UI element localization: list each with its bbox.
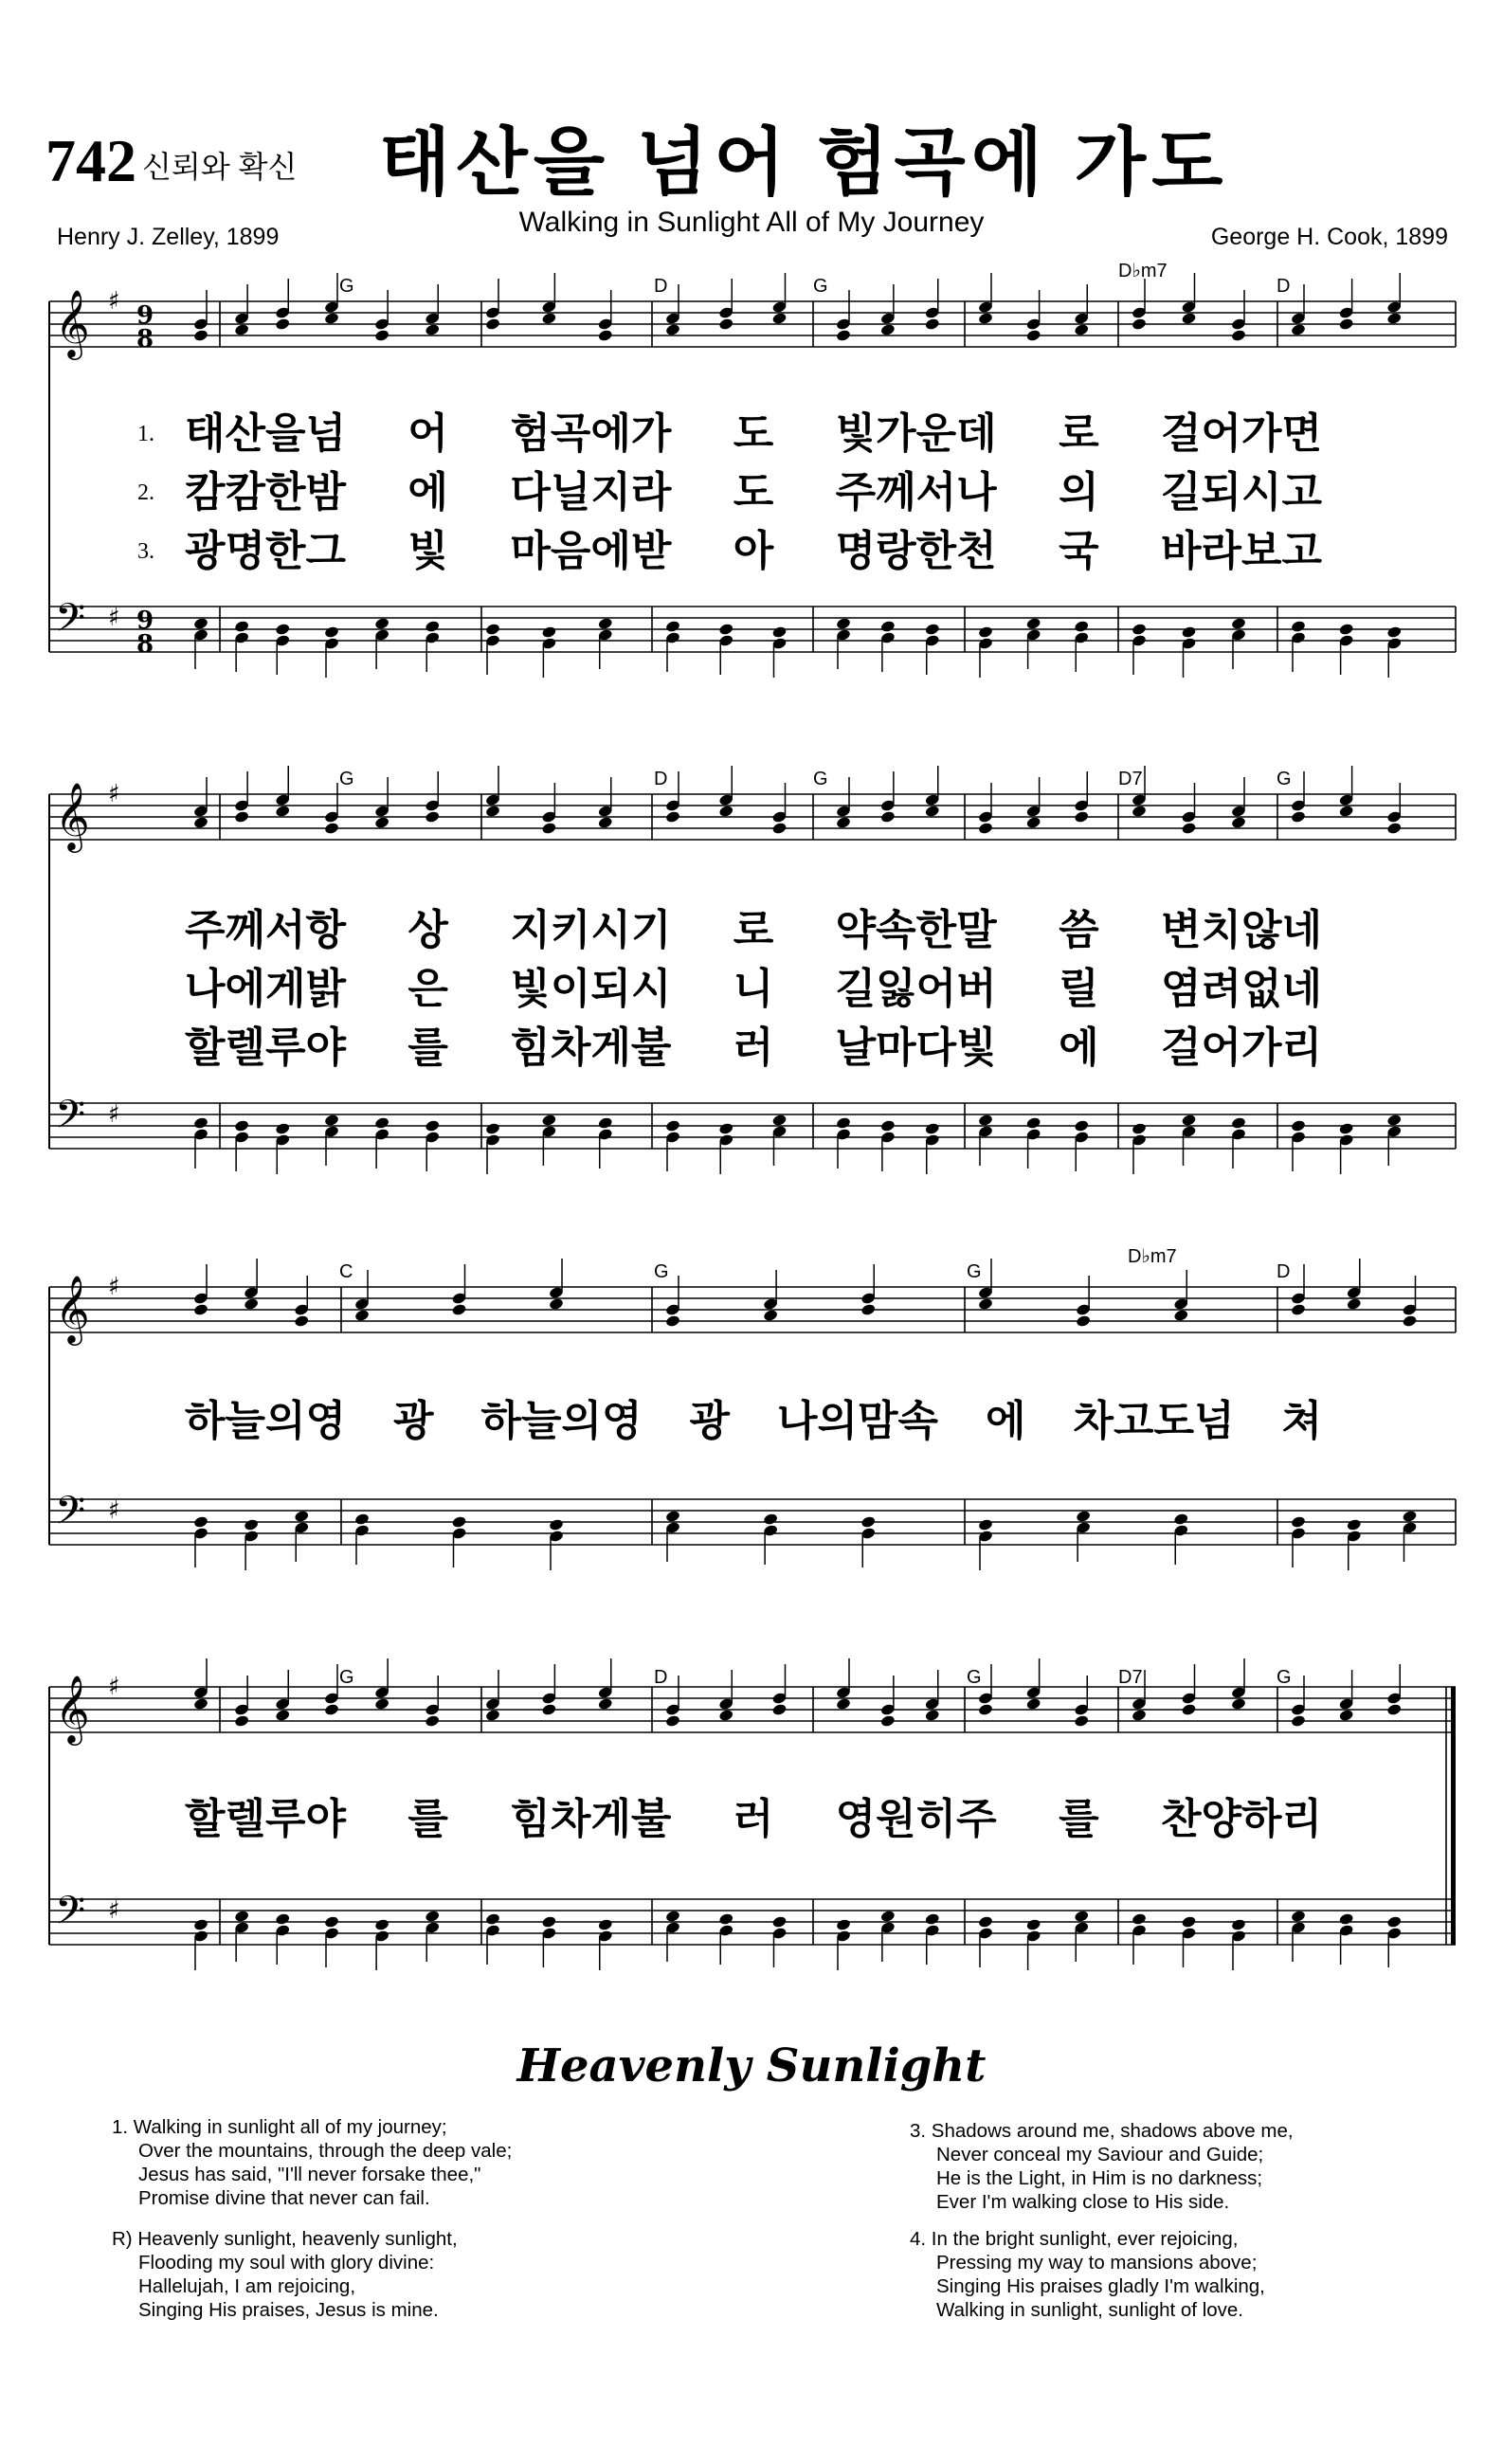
note-head xyxy=(234,1119,250,1132)
note-head xyxy=(1025,617,1041,630)
note-head xyxy=(836,329,852,342)
note-head xyxy=(193,1697,209,1711)
note-head xyxy=(485,317,501,331)
note-head xyxy=(771,625,788,639)
note-head xyxy=(1338,1912,1354,1926)
korean-title: 태산을 넘어 험곡에 가도 xyxy=(379,120,1229,204)
note-head xyxy=(1402,1510,1418,1523)
lyric-line xyxy=(0,406,1503,462)
note-head xyxy=(1076,1314,1092,1328)
lyric-text: 할렐루야 를 힘차게불 러 영원히주 를 찬양하리 xyxy=(185,1796,1322,1842)
note-head xyxy=(1181,1703,1197,1716)
note-head xyxy=(541,625,557,639)
note-head xyxy=(275,805,291,818)
note-head xyxy=(597,1116,613,1130)
note-head xyxy=(1386,822,1403,835)
note-head xyxy=(1074,323,1090,336)
chord-symbol: D xyxy=(1277,276,1291,297)
note-head xyxy=(1402,1314,1418,1328)
note-head xyxy=(1074,810,1090,824)
verse-line: Promise divine that never can fail. xyxy=(138,2187,430,2209)
bass-clef: 𝄢 xyxy=(55,595,86,650)
note-head xyxy=(1291,1714,1307,1728)
note-head xyxy=(541,1703,557,1716)
composer-credit: George H. Cook, 1899 xyxy=(1210,224,1448,250)
note-head xyxy=(978,1114,994,1127)
hymn-number: 742 xyxy=(45,127,136,194)
chord-symbol: G xyxy=(339,276,354,297)
note-head xyxy=(234,810,250,824)
time-signature-bottom: 8 xyxy=(136,325,154,353)
note-head xyxy=(880,620,896,633)
note-head xyxy=(1181,625,1197,639)
note-head xyxy=(234,323,250,336)
note-head xyxy=(718,1122,734,1135)
lyric-text: 하늘의영 광 하늘의영 광 나의맘속 에 차고도넘 쳐 xyxy=(185,1398,1322,1444)
note-head xyxy=(541,822,557,835)
note-head xyxy=(1231,617,1247,630)
note-head xyxy=(1074,1714,1090,1728)
note-head xyxy=(244,1297,260,1311)
note-head xyxy=(374,1116,390,1130)
note-head xyxy=(1291,1910,1307,1923)
verse-number: 2. xyxy=(137,480,154,505)
chord-symbol: G xyxy=(1277,769,1292,789)
bass-clef: 𝄢 xyxy=(55,1488,86,1543)
note-head xyxy=(836,617,852,630)
note-head xyxy=(1386,1114,1403,1127)
note-head xyxy=(324,625,340,639)
note-head xyxy=(374,1697,390,1711)
note-head xyxy=(880,1910,896,1923)
english-subtitle: Heavenly Sunlight xyxy=(516,2039,987,2093)
note-head xyxy=(665,323,681,336)
note-head xyxy=(1291,810,1307,824)
note-head xyxy=(978,1703,994,1716)
english-verse-1 xyxy=(112,2115,512,2210)
note-head xyxy=(836,816,852,829)
note-head xyxy=(275,1709,291,1722)
note-head xyxy=(597,617,613,630)
chord-symbol: G xyxy=(654,1261,669,1282)
chord-symbol: G xyxy=(813,276,828,297)
note-head xyxy=(665,810,681,824)
chord-symbol: D7 xyxy=(1118,769,1143,789)
lyric-line xyxy=(0,523,1503,580)
note-head xyxy=(978,312,994,325)
note-head xyxy=(1338,623,1354,636)
note-head xyxy=(880,323,896,336)
english-refrain xyxy=(112,2227,458,2322)
chord-symbol: D xyxy=(654,769,668,789)
note-head xyxy=(1291,1303,1307,1316)
note-head xyxy=(193,329,209,342)
note-head xyxy=(836,1116,852,1130)
note-head xyxy=(1231,1116,1247,1130)
treble-clef: 𝄞 xyxy=(55,288,90,357)
note-head xyxy=(485,1122,501,1135)
note-head xyxy=(425,620,441,633)
note-head xyxy=(425,1910,441,1923)
note-head xyxy=(294,1510,310,1523)
note-head xyxy=(1025,1918,1041,1931)
verse-line: Pressing my way to mansions above; xyxy=(936,2252,1258,2274)
note-head xyxy=(978,822,994,835)
chord-symbol: G xyxy=(339,1667,354,1688)
note-head xyxy=(978,1518,994,1531)
note-head xyxy=(1231,1697,1247,1711)
note-head xyxy=(193,1303,209,1316)
note-head xyxy=(1132,1912,1148,1926)
note-head xyxy=(451,1303,467,1316)
chord-symbol: G xyxy=(967,1667,982,1688)
note-head xyxy=(234,620,250,633)
note-head xyxy=(324,312,340,325)
note-head xyxy=(1181,1114,1197,1127)
note-head xyxy=(771,822,788,835)
note-head xyxy=(718,1912,734,1926)
note-head xyxy=(193,1918,209,1931)
note-head xyxy=(1132,1122,1148,1135)
verse-line: Singing His praises, Jesus is mine. xyxy=(138,2299,439,2321)
treble-clef: 𝄞 xyxy=(55,1274,90,1343)
verse-line: R) Heavenly sunlight, heavenly sunlight, xyxy=(112,2228,458,2250)
note-head xyxy=(1074,1119,1090,1132)
note-head xyxy=(1386,625,1403,639)
note-head xyxy=(665,1119,681,1132)
lyricist-credit: Henry J. Zelley, 1899 xyxy=(57,224,280,250)
note-head xyxy=(1338,805,1354,818)
note-head xyxy=(485,1912,501,1926)
note-head xyxy=(374,1918,390,1931)
lyric-line xyxy=(0,1791,1503,1848)
note-head xyxy=(193,816,209,829)
treble-clef: 𝄞 xyxy=(55,1674,90,1743)
note-head xyxy=(1181,312,1197,325)
verse-line: Singing His praises gladly I'm walking, xyxy=(936,2275,1265,2297)
note-head xyxy=(718,623,734,636)
key-signature-sharp: ♯ xyxy=(108,780,120,808)
note-head xyxy=(451,1515,467,1529)
verse-number: 3. xyxy=(137,539,154,564)
note-head xyxy=(978,625,994,639)
note-head xyxy=(1346,1518,1362,1531)
lyric-line xyxy=(0,464,1503,521)
note-head xyxy=(1025,329,1041,342)
note-head xyxy=(549,1518,565,1531)
note-head xyxy=(1173,1309,1189,1322)
note-head xyxy=(1076,1510,1092,1523)
verse-line: 1. Walking in sunlight all of my journey; xyxy=(112,2116,447,2138)
note-head xyxy=(485,623,501,636)
verse-line: Over the mountains, through the deep vale; xyxy=(138,2140,513,2162)
note-head xyxy=(597,816,613,829)
note-head xyxy=(324,822,340,835)
lyric-text: 할렐루야 를 힘차게불 러 날마다빛 에 걸어가리 xyxy=(185,1024,1322,1071)
chord-symbol: D xyxy=(654,1667,668,1688)
note-head xyxy=(541,312,557,325)
key-signature-sharp: ♯ xyxy=(108,1496,120,1525)
note-head xyxy=(860,1303,877,1316)
lyric-text: 태산을넘 어 험곡에가 도 빛가운데 로 걸어가면 xyxy=(185,410,1322,457)
note-head xyxy=(665,1510,681,1523)
lyric-text: 광명한그 빛 마음에받 아 명랑한천 국 바라보고 xyxy=(185,528,1322,574)
note-head xyxy=(1386,1915,1403,1929)
note-head xyxy=(1386,312,1403,325)
note-head xyxy=(374,617,390,630)
verse-line: Jesus has said, "I'll never forsake thee," xyxy=(138,2164,481,2185)
chord-symbol: D7 xyxy=(1118,1667,1143,1688)
lyric-line xyxy=(0,902,1503,959)
note-head xyxy=(193,1116,209,1130)
note-head xyxy=(541,1114,557,1127)
verse-line: Never conceal my Saviour and Guide; xyxy=(936,2144,1264,2165)
note-head xyxy=(718,1709,734,1722)
note-head xyxy=(294,1314,310,1328)
key-signature-sharp: ♯ xyxy=(108,1673,120,1701)
key-signature-sharp: ♯ xyxy=(108,604,120,632)
chord-symbol: G xyxy=(1277,1667,1292,1688)
verse-line: 3. Shadows around me, shadows above me, xyxy=(910,2120,1294,2142)
note-head xyxy=(1338,1122,1354,1135)
note-head xyxy=(1181,822,1197,835)
verse-line: Ever I'm walking close to His side. xyxy=(936,2191,1230,2213)
note-head xyxy=(1025,816,1041,829)
note-head xyxy=(234,1910,250,1923)
chord-symbol: G xyxy=(339,769,354,789)
note-head xyxy=(1132,317,1148,331)
note-head xyxy=(425,1714,441,1728)
chord-symbol: D♭m7 xyxy=(1128,1246,1177,1267)
english-title: Walking in Sunlight All of My Journey xyxy=(518,207,985,238)
note-head xyxy=(1074,620,1090,633)
verse-line: 4. In the bright sunlight, ever rejoicing, xyxy=(910,2228,1239,2250)
note-head xyxy=(597,1697,613,1711)
hymn-category: 신뢰와 확신 xyxy=(142,150,298,184)
bass-clef: 𝄢 xyxy=(55,1888,86,1943)
note-head xyxy=(771,312,788,325)
note-head xyxy=(275,623,291,636)
verse-line: He is the Light, in Him is no darkness; xyxy=(936,2167,1263,2189)
note-head xyxy=(718,805,734,818)
chord-symbol: D♭m7 xyxy=(1118,261,1168,281)
note-head xyxy=(1025,1697,1041,1711)
note-head xyxy=(1231,1918,1247,1931)
note-head xyxy=(1338,317,1354,331)
lyric-text: 주께서항 상 지키시기 로 약속한말 씀 변치않네 xyxy=(185,907,1322,953)
note-head xyxy=(665,1910,681,1923)
lyric-line xyxy=(0,961,1503,1018)
note-head xyxy=(836,1697,852,1711)
time-signature-top: 9 xyxy=(136,607,154,635)
note-head xyxy=(665,1714,681,1728)
note-head xyxy=(1132,1709,1148,1722)
note-head xyxy=(1132,623,1148,636)
verse-line: Flooding my soul with glory divine: xyxy=(138,2252,435,2274)
note-head xyxy=(597,1918,613,1931)
note-head xyxy=(978,1297,994,1311)
note-head xyxy=(425,1119,441,1132)
note-head xyxy=(193,617,209,630)
note-head xyxy=(763,1513,779,1526)
note-head xyxy=(374,329,390,342)
note-head xyxy=(771,1915,788,1929)
english-verse-3 xyxy=(910,2119,1294,2214)
key-signature-sharp: ♯ xyxy=(108,1896,120,1925)
lyric-text: 캄캄한밤 에 다닐지라 도 주께서나 의 길되시고 xyxy=(185,469,1322,516)
note-head xyxy=(924,805,940,818)
lyric-line xyxy=(0,1393,1503,1450)
note-head xyxy=(924,623,940,636)
chord-symbol: D xyxy=(1277,1261,1291,1282)
note-head xyxy=(924,1912,940,1926)
note-head xyxy=(485,1709,501,1722)
note-head xyxy=(485,805,501,818)
note-head xyxy=(924,1709,940,1722)
note-head xyxy=(275,1122,291,1135)
note-head xyxy=(924,1122,940,1135)
note-head xyxy=(374,816,390,829)
english-verse-4 xyxy=(910,2227,1265,2322)
note-head xyxy=(1231,329,1247,342)
lyric-text: 나에게밝 은 빛이되시 니 길잃어버 릴 염려없네 xyxy=(185,966,1322,1012)
time-signature-bottom: 8 xyxy=(136,630,154,659)
note-head xyxy=(1074,1910,1090,1923)
note-head xyxy=(354,1309,371,1322)
verse-line: Hallelujah, I am rejoicing, xyxy=(138,2275,356,2297)
chord-symbol: C xyxy=(339,1261,353,1282)
note-head xyxy=(978,1915,994,1929)
chord-symbol: G xyxy=(813,769,828,789)
lyric-line xyxy=(0,1020,1503,1077)
note-head xyxy=(1346,1297,1362,1311)
note-head xyxy=(763,1309,779,1322)
note-head xyxy=(771,1703,788,1716)
note-head xyxy=(1291,323,1307,336)
note-head xyxy=(924,317,940,331)
note-head xyxy=(1338,1709,1354,1722)
note-head xyxy=(880,1714,896,1728)
key-signature-sharp: ♯ xyxy=(108,1100,120,1129)
chord-symbol: D xyxy=(654,276,668,297)
note-head xyxy=(665,620,681,633)
note-head xyxy=(1132,805,1148,818)
bass-clef: 𝄢 xyxy=(55,1092,86,1147)
note-head xyxy=(836,1918,852,1931)
note-head xyxy=(425,810,441,824)
note-head xyxy=(771,1114,788,1127)
note-head xyxy=(275,317,291,331)
note-head xyxy=(234,1714,250,1728)
note-head xyxy=(597,329,613,342)
note-head xyxy=(1173,1513,1189,1526)
note-head xyxy=(880,810,896,824)
key-signature-sharp: ♯ xyxy=(108,287,120,316)
note-head xyxy=(541,1915,557,1929)
treble-clef: 𝄞 xyxy=(55,781,90,850)
note-head xyxy=(1291,1515,1307,1529)
note-head xyxy=(354,1513,371,1526)
note-head xyxy=(1291,620,1307,633)
note-head xyxy=(244,1518,260,1531)
note-head xyxy=(1231,816,1247,829)
note-head xyxy=(1386,1703,1403,1716)
chord-symbol: G xyxy=(967,1261,982,1282)
note-head xyxy=(880,1119,896,1132)
note-head xyxy=(324,1703,340,1716)
note-head xyxy=(193,1515,209,1529)
note-head xyxy=(549,1297,565,1311)
note-head xyxy=(324,1915,340,1929)
verse-line: Walking in sunlight, sunlight of love. xyxy=(936,2299,1243,2321)
note-head xyxy=(860,1515,877,1529)
time-signature-top: 9 xyxy=(136,301,154,330)
note-head xyxy=(1025,1116,1041,1130)
key-signature-sharp: ♯ xyxy=(108,1273,120,1301)
note-head xyxy=(275,1912,291,1926)
note-head xyxy=(425,323,441,336)
note-head xyxy=(324,1114,340,1127)
note-head xyxy=(1181,1915,1197,1929)
note-head xyxy=(1291,1119,1307,1132)
note-head xyxy=(665,1314,681,1328)
note-head xyxy=(718,317,734,331)
verse-number: 1. xyxy=(137,422,154,446)
